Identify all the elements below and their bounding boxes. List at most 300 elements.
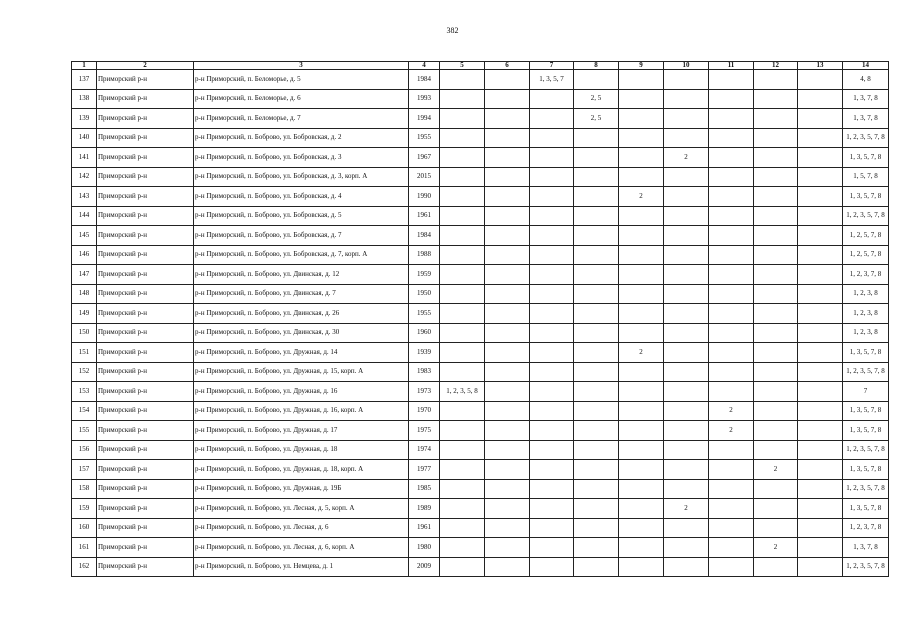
year-cell: 1939 [409,343,440,363]
column-header-5: 5 [440,62,485,70]
table-row [72,362,889,382]
col7-cell [530,518,574,538]
col12-cell [754,187,798,207]
col9-cell [619,89,664,109]
col6-cell [485,206,530,226]
col12-cell [754,109,798,129]
col8-cell: 2, 5 [574,109,619,129]
col10-cell [664,167,709,187]
col8-cell [574,167,619,187]
col10-cell [664,187,709,207]
address-cell: р-н Приморский, п. Боброво, ул. Дружная, д. 19Б [194,479,409,499]
col11-cell [709,518,754,538]
table-row [72,382,889,402]
col9-cell: 2 [619,187,664,207]
district-cell: Приморский р-н [97,557,194,577]
row-number-cell: 162 [72,557,97,577]
col7-cell [530,245,574,265]
col14-cell: 1, 2, 5, 7, 8 [843,226,889,246]
col12-cell [754,518,798,538]
year-cell: 1950 [409,284,440,304]
col11-cell [709,479,754,499]
col13-cell [798,226,843,246]
col6-cell [485,245,530,265]
col8-cell [574,518,619,538]
col11-cell [709,362,754,382]
row-number-cell: 147 [72,265,97,285]
col13-cell [798,499,843,519]
col12-cell [754,284,798,304]
district-cell: Приморский р-н [97,148,194,168]
col14-cell: 1, 3, 5, 7, 8 [843,421,889,441]
col5-cell [440,206,485,226]
col9-cell [619,518,664,538]
col12-cell [754,206,798,226]
year-cell: 1977 [409,460,440,480]
col11-cell [709,499,754,519]
year-cell: 1989 [409,499,440,519]
col10-cell [664,557,709,577]
col12-cell [754,89,798,109]
col12-cell [754,128,798,148]
year-cell: 1955 [409,304,440,324]
district-cell: Приморский р-н [97,304,194,324]
col5-cell [440,362,485,382]
col13-cell [798,323,843,343]
table-row [72,421,889,441]
table-row [72,284,889,304]
col9-cell [619,362,664,382]
col5-cell [440,343,485,363]
col13-cell [798,206,843,226]
col7-cell [530,89,574,109]
col8-cell [574,128,619,148]
column-header-10: 10 [664,62,709,70]
col7-cell [530,362,574,382]
col14-cell: 1, 2, 5, 7, 8 [843,245,889,265]
col8-cell [574,226,619,246]
district-cell: Приморский р-н [97,167,194,187]
col8-cell [574,421,619,441]
col9-cell [619,265,664,285]
col9-cell [619,70,664,90]
row-number-cell: 148 [72,284,97,304]
col7-cell [530,226,574,246]
col7-cell [530,460,574,480]
year-cell: 1975 [409,421,440,441]
col6-cell [485,128,530,148]
address-cell: р-н Приморский, п. Боброво, ул. Лесная, д. 6 [194,518,409,538]
col5-cell [440,89,485,109]
col11-cell [709,89,754,109]
col13-cell [798,245,843,265]
col10-cell [664,245,709,265]
district-cell: Приморский р-н [97,284,194,304]
address-cell: р-н Приморский, п. Боброво, ул. Бобровская, д. 7 [194,226,409,246]
column-header-7: 7 [530,62,574,70]
district-cell: Приморский р-н [97,89,194,109]
col8-cell [574,343,619,363]
col8-cell [574,245,619,265]
address-cell: р-н Приморский, п. Боброво, ул. Дружная, д. 14 [194,343,409,363]
col7-cell [530,206,574,226]
col12-cell [754,421,798,441]
col8-cell [574,148,619,168]
column-header-3: 3 [194,62,409,70]
column-header-11: 11 [709,62,754,70]
col11-cell [709,167,754,187]
col11-cell: 2 [709,421,754,441]
col8-cell [574,401,619,421]
address-cell: р-н Приморский, п. Боброво, ул. Лесная, д. 6, корп. А [194,538,409,558]
row-number-cell: 143 [72,187,97,207]
col13-cell [798,557,843,577]
year-cell: 1960 [409,323,440,343]
col11-cell [709,460,754,480]
col12-cell [754,479,798,499]
col12-cell: 2 [754,538,798,558]
col6-cell [485,148,530,168]
col9-cell [619,148,664,168]
year-cell: 1967 [409,148,440,168]
col10-cell: 2 [664,148,709,168]
col10-cell [664,89,709,109]
col5-cell [440,167,485,187]
col8-cell [574,206,619,226]
col9-cell [619,401,664,421]
col8-cell [574,323,619,343]
col12-cell [754,440,798,460]
address-cell: р-н Приморский, п. Боброво, ул. Дружная, д. 17 [194,421,409,441]
col14-cell: 1, 3, 5, 7, 8 [843,187,889,207]
col10-cell [664,265,709,285]
col9-cell [619,538,664,558]
district-cell: Приморский р-н [97,362,194,382]
year-cell: 1985 [409,479,440,499]
col11-cell [709,440,754,460]
row-number-cell: 153 [72,382,97,402]
col11-cell [709,304,754,324]
col12-cell [754,167,798,187]
row-number-cell: 141 [72,148,97,168]
col13-cell [798,343,843,363]
col7-cell [530,128,574,148]
district-cell: Приморский р-н [97,226,194,246]
col5-cell [440,70,485,90]
year-cell: 1984 [409,70,440,90]
col12-cell [754,401,798,421]
year-cell: 1970 [409,401,440,421]
table-header-row [72,62,889,70]
table-row [72,148,889,168]
col5-cell [440,304,485,324]
col14-cell: 1, 2, 3, 5, 7, 8 [843,440,889,460]
address-cell: р-н Приморский, п. Боброво, ул. Бобровская, д. 3, корп. А [194,167,409,187]
col10-cell [664,304,709,324]
col5-cell [440,323,485,343]
row-number-cell: 142 [72,167,97,187]
col13-cell [798,70,843,90]
table-row [72,499,889,519]
col12-cell [754,70,798,90]
col10-cell [664,284,709,304]
col5-cell [440,265,485,285]
col8-cell [574,284,619,304]
address-cell: р-н Приморский, п. Беломорье, д. 5 [194,70,409,90]
col7-cell [530,382,574,402]
col10-cell [664,401,709,421]
col14-cell: 1, 2, 3, 5, 7, 8 [843,206,889,226]
col7-cell [530,323,574,343]
row-number-cell: 140 [72,128,97,148]
address-cell: р-н Приморский, п. Беломорье, д. 6 [194,89,409,109]
table-row [72,70,889,90]
table-row [72,206,889,226]
col11-cell [709,128,754,148]
table-row [72,304,889,324]
row-number-cell: 161 [72,538,97,558]
col7-cell [530,479,574,499]
col7-cell: 1, 3, 5, 7 [530,70,574,90]
col6-cell [485,382,530,402]
col12-cell [754,265,798,285]
col12-cell [754,245,798,265]
address-cell: р-н Приморский, п. Боброво, ул. Бобровская, д. 7, корп. А [194,245,409,265]
col11-cell [709,343,754,363]
col5-cell [440,479,485,499]
col8-cell [574,479,619,499]
district-cell: Приморский р-н [97,70,194,90]
col6-cell [485,460,530,480]
col8-cell [574,70,619,90]
district-cell: Приморский р-н [97,479,194,499]
table-row [72,460,889,480]
page-number: 382 [446,26,459,35]
col6-cell [485,538,530,558]
col13-cell [798,479,843,499]
address-cell: р-н Приморский, п. Боброво, ул. Дружная, д. 16, корп. А [194,401,409,421]
district-cell: Приморский р-н [97,187,194,207]
table-row [72,557,889,577]
row-number-cell: 144 [72,206,97,226]
col14-cell: 1, 3, 5, 7, 8 [843,343,889,363]
housing-register-table [71,61,889,577]
col14-cell: 1, 3, 5, 7, 8 [843,499,889,519]
year-cell: 1993 [409,89,440,109]
col12-cell [754,226,798,246]
col8-cell: 2, 5 [574,89,619,109]
col7-cell [530,440,574,460]
col10-cell [664,362,709,382]
year-cell: 1961 [409,518,440,538]
row-number-cell: 146 [72,245,97,265]
address-cell: р-н Приморский, п. Беломорье, д. 7 [194,109,409,129]
col10-cell [664,479,709,499]
col13-cell [798,89,843,109]
col5-cell [440,518,485,538]
row-number-cell: 137 [72,70,97,90]
col14-cell: 1, 2, 3, 5, 7, 8 [843,362,889,382]
col6-cell [485,89,530,109]
col9-cell [619,128,664,148]
row-number-cell: 158 [72,479,97,499]
table-row [72,167,889,187]
col12-cell [754,382,798,402]
col10-cell: 2 [664,499,709,519]
year-cell: 2015 [409,167,440,187]
column-header-14: 14 [843,62,889,70]
col11-cell [709,265,754,285]
col12-cell [754,362,798,382]
col9-cell [619,479,664,499]
table-row [72,245,889,265]
col13-cell [798,421,843,441]
col7-cell [530,499,574,519]
col10-cell [664,460,709,480]
table-row [72,538,889,558]
col7-cell [530,265,574,285]
col12-cell [754,323,798,343]
col14-cell: 1, 3, 5, 7, 8 [843,460,889,480]
col6-cell [485,362,530,382]
col14-cell: 4, 8 [843,70,889,90]
col7-cell [530,421,574,441]
col11-cell [709,206,754,226]
column-header-9: 9 [619,62,664,70]
year-cell: 1990 [409,187,440,207]
address-cell: р-н Приморский, п. Боброво, ул. Бобровская, д. 5 [194,206,409,226]
col9-cell [619,440,664,460]
col10-cell [664,421,709,441]
col8-cell [574,538,619,558]
address-cell: р-н Приморский, п. Боброво, ул. Дружная, д. 18, корп. А [194,460,409,480]
col13-cell [798,109,843,129]
col10-cell [664,518,709,538]
col5-cell: 1, 2, 3, 5, 8 [440,382,485,402]
col13-cell [798,440,843,460]
col14-cell: 1, 3, 5, 7, 8 [843,148,889,168]
col5-cell [440,226,485,246]
row-number-cell: 139 [72,109,97,129]
col12-cell [754,304,798,324]
district-cell: Приморский р-н [97,538,194,558]
col13-cell [798,382,843,402]
col11-cell [709,382,754,402]
district-cell: Приморский р-н [97,460,194,480]
col14-cell: 1, 2, 3, 8 [843,284,889,304]
table-row [72,128,889,148]
col7-cell [530,284,574,304]
address-cell: р-н Приморский, п. Боброво, ул. Двинская, д. 30 [194,323,409,343]
col9-cell [619,245,664,265]
col6-cell [485,343,530,363]
col5-cell [440,148,485,168]
address-cell: р-н Приморский, п. Боброво, ул. Двинская, д. 12 [194,265,409,285]
district-cell: Приморский р-н [97,499,194,519]
col6-cell [485,284,530,304]
col11-cell [709,187,754,207]
col5-cell [440,245,485,265]
col13-cell [798,265,843,285]
col6-cell [485,518,530,538]
col10-cell [664,382,709,402]
col7-cell [530,304,574,324]
district-cell: Приморский р-н [97,382,194,402]
col13-cell [798,362,843,382]
col8-cell [574,265,619,285]
col7-cell [530,167,574,187]
col7-cell [530,187,574,207]
col14-cell: 1, 2, 3, 8 [843,304,889,324]
col9-cell [619,109,664,129]
table-row [72,109,889,129]
district-cell: Приморский р-н [97,401,194,421]
col14-cell: 1, 2, 3, 5, 7, 8 [843,479,889,499]
col11-cell [709,323,754,343]
col13-cell [798,187,843,207]
col9-cell [619,499,664,519]
col5-cell [440,401,485,421]
table-row [72,187,889,207]
year-cell: 1961 [409,206,440,226]
col11-cell [709,557,754,577]
col5-cell [440,128,485,148]
column-header-2: 2 [97,62,194,70]
col13-cell [798,284,843,304]
col12-cell [754,499,798,519]
year-cell: 2009 [409,557,440,577]
row-number-cell: 145 [72,226,97,246]
col5-cell [440,538,485,558]
col10-cell [664,206,709,226]
col14-cell: 1, 3, 5, 7, 8 [843,401,889,421]
col5-cell [440,557,485,577]
year-cell: 1994 [409,109,440,129]
col5-cell [440,460,485,480]
row-number-cell: 154 [72,401,97,421]
table-row [72,265,889,285]
col14-cell: 1, 5, 7, 8 [843,167,889,187]
table-row [72,226,889,246]
col12-cell: 2 [754,460,798,480]
col5-cell [440,109,485,129]
row-number-cell: 159 [72,499,97,519]
col10-cell [664,70,709,90]
address-cell: р-н Приморский, п. Боброво, ул. Двинская, д. 7 [194,284,409,304]
column-header-13: 13 [798,62,843,70]
col11-cell [709,538,754,558]
row-number-cell: 150 [72,323,97,343]
year-cell: 1983 [409,362,440,382]
col6-cell [485,167,530,187]
col11-cell: 2 [709,401,754,421]
col5-cell [440,440,485,460]
year-cell: 1955 [409,128,440,148]
col11-cell [709,245,754,265]
col5-cell [440,499,485,519]
table-row [72,323,889,343]
col11-cell [709,70,754,90]
col5-cell [440,284,485,304]
address-cell: р-н Приморский, п. Боброво, ул. Бобровская, д. 3 [194,148,409,168]
address-cell: р-н Приморский, п. Боброво, ул. Лесная, д. 5, корп. А [194,499,409,519]
col10-cell [664,538,709,558]
col14-cell: 1, 3, 7, 8 [843,109,889,129]
table-row [72,401,889,421]
address-cell: р-н Приморский, п. Боброво, ул. Двинская, д. 26 [194,304,409,324]
col13-cell [798,401,843,421]
row-number-cell: 152 [72,362,97,382]
